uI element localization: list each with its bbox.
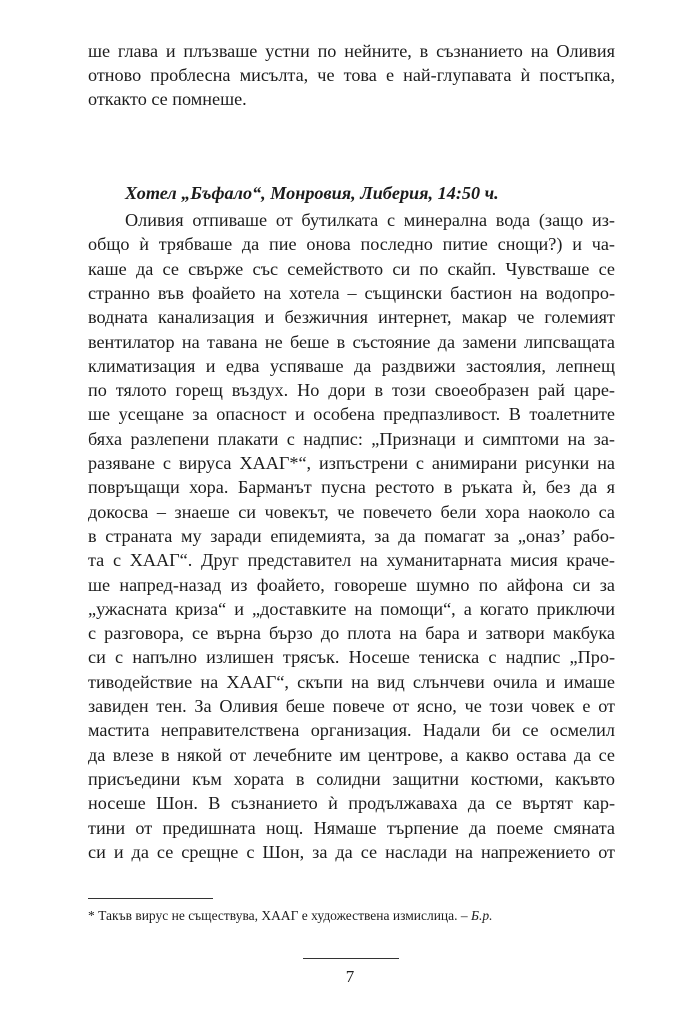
text-line: си и да се срещне с Шон, за да се наслади на напрежението от xyxy=(88,841,615,862)
text-line: странно във фоайето на хотела – същински бастион на водопро- xyxy=(88,282,615,303)
text-line: завиден тен. За Оливия беше повече от ясно, че този човек е от xyxy=(88,696,615,716)
text-line: водната канализация и безжичния интернет, макар че големият xyxy=(88,307,615,328)
text-line: в страната му заради епидемията, за да помагат за „оназ’ рабо- xyxy=(88,525,615,546)
text-line: Оливия отпиваше от бутилката с минерална вода (защо из- xyxy=(125,210,615,230)
text-line: повръщащи хора. Барманът пусна рестото в ръката ѝ, без да я xyxy=(88,477,615,498)
text-line: тини от предишната нощ. Нямаше търпение да поеме смяната xyxy=(88,817,615,838)
text-line: бяха разлепени плакати с надпис: „Признаци и симптоми на за- xyxy=(88,428,615,449)
text-line: отново проблесна мисълта, че това е най-глупавата ѝ постъпка, xyxy=(88,65,615,85)
text-line: климатизация и едва успяваше да раздвижи застоялия, лепнещ xyxy=(88,355,615,376)
footnote xyxy=(88,907,493,925)
text-line: каше да се свърже със семейството си по скайп. Чувстваше се xyxy=(88,258,615,279)
text-line: по тялото горещ въздух. Но дори в този своеобразен рай царе- xyxy=(88,380,615,401)
page-number: 7 xyxy=(345,967,355,986)
text-line: докосва – знаеше си човекът, че повечето бели хора наоколо са xyxy=(88,501,615,522)
footnote-attribution: Б.р. xyxy=(471,908,493,923)
footnote-text: * Такъв вирус не съществува, ХААГ е художествена измислица. – xyxy=(88,908,468,923)
text-line: носеше Шон. В съзнанието ѝ продължаваха да се въртят кар- xyxy=(88,793,615,814)
text-line: тиводействие на ХААГ“, скъпи на вид слънчеви очила и имаше xyxy=(88,671,615,692)
text-line: ше глава и плъзваше устни по нейните, в съзнанието на Оливия xyxy=(88,41,615,61)
section-heading: Хотел „Бъфало“, Монровия, Либерия, 14:50 ч. xyxy=(125,183,499,203)
text-line: си с напълно излишен трясък. Носеше тениска с надпис „Про- xyxy=(88,647,615,668)
text-line: ше напред-назад из фоайето, говореше шумно по айфона си за xyxy=(88,574,615,595)
text-line: та с ХААГ“. Друг представител на хуманитарната мисия краче- xyxy=(88,550,615,571)
text-line: „ужасната криза“ и „доставките на помощи“, а когато приключи xyxy=(88,598,615,619)
text-line: ше усещане за опасност и особена предпазливост. В тоалетните xyxy=(88,404,615,425)
text-line: вентилатор на тавана не беше в състояние да замени липсващата xyxy=(88,331,615,352)
text-line: да влезе в някой от лечебните им центрове, а какво остава да се xyxy=(88,744,615,765)
text-line: разяване с вируса ХААГ*“, изпъстрени с анимирани рисунки на xyxy=(88,453,615,473)
page-number-divider xyxy=(303,958,399,959)
text-line: общо ѝ трябваше да пие онова последно питие снощи?) и ча- xyxy=(88,234,615,255)
text-line: мастита неправителствена организация. Надали би се осмелил xyxy=(88,720,615,741)
text-line: с разговора, се върна бързо до плота на бара и затвори макбука xyxy=(88,623,615,644)
text-line: присъедини към хората в солидни защитни костюми, какъвто xyxy=(88,768,615,789)
footnote-divider xyxy=(88,898,213,899)
text-line: откакто се помнеше. xyxy=(88,89,247,109)
